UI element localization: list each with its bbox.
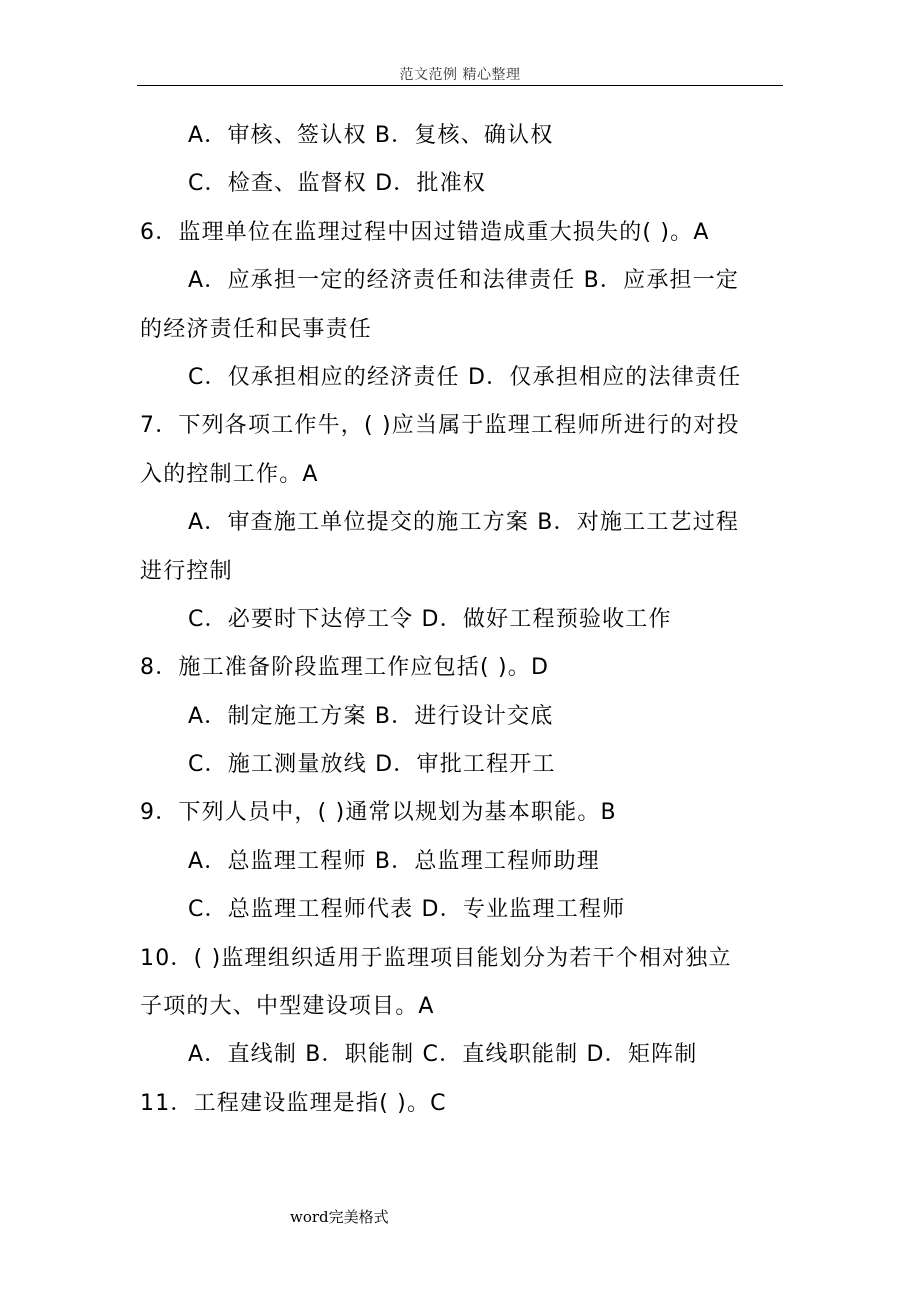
option-line: C．施工测量放线 D．审批工程开工 (188, 752, 556, 778)
option-continuation-line: 的经济责任和民事责任 (140, 316, 373, 342)
option-line: C．检查、监督权 D．批准权 (188, 171, 487, 197)
header-divider (137, 85, 783, 86)
option-line: A．总监理工程师 B．总监理工程师助理 (188, 848, 600, 874)
option-line: A．制定施工方案 B．进行设计交底 (188, 703, 554, 729)
option-line: A．应承担一定的经济责任和法律责任 B．应承担一定 (188, 268, 740, 294)
page-footer: word完美格式 (290, 1208, 389, 1226)
question-line: 11．工程建设监理是指( )。C (140, 1090, 447, 1116)
question-line: 6．监理单位在监理过程中因过错造成重大损失的( )。A (140, 219, 710, 245)
page-header: 范文范例 精心整理 (399, 67, 521, 83)
question-line: 7．下列各项工作牛，( )应当属于监理工程师所进行的对投 (140, 413, 740, 439)
question-continuation-line: 子项的大、中型建设项目。A (140, 994, 435, 1020)
document-body (140, 112, 785, 1128)
option-line: A．审查施工单位提交的施工方案 B．对施工工艺过程 (188, 510, 740, 536)
question-line: 9．下列人员中，( )通常以规划为基本职能。B (140, 800, 617, 826)
question-continuation-line: 入的控制工作。A (140, 461, 319, 487)
option-line: C．必要时下达停工令 D．做好工程预验收工作 (188, 606, 672, 632)
option-continuation-line: 进行控制 (140, 558, 233, 584)
option-line: C．总监理工程师代表 D．专业监理工程师 (188, 897, 626, 923)
question-line: 10．( )监理组织适用于监理项目能划分为若干个相对独立 (140, 945, 732, 971)
option-line: C．仅承担相应的经济责任 D．仅承担相应的法律责任 (188, 364, 742, 390)
option-line: A．审核、签认权 B．复核、确认权 (188, 123, 554, 148)
option-line: A．直线制 B．职能制 C．直线职能制 D．矩阵制 (188, 1042, 698, 1068)
question-line: 8．施工准备阶段监理工作应包括( )。D (140, 655, 550, 681)
